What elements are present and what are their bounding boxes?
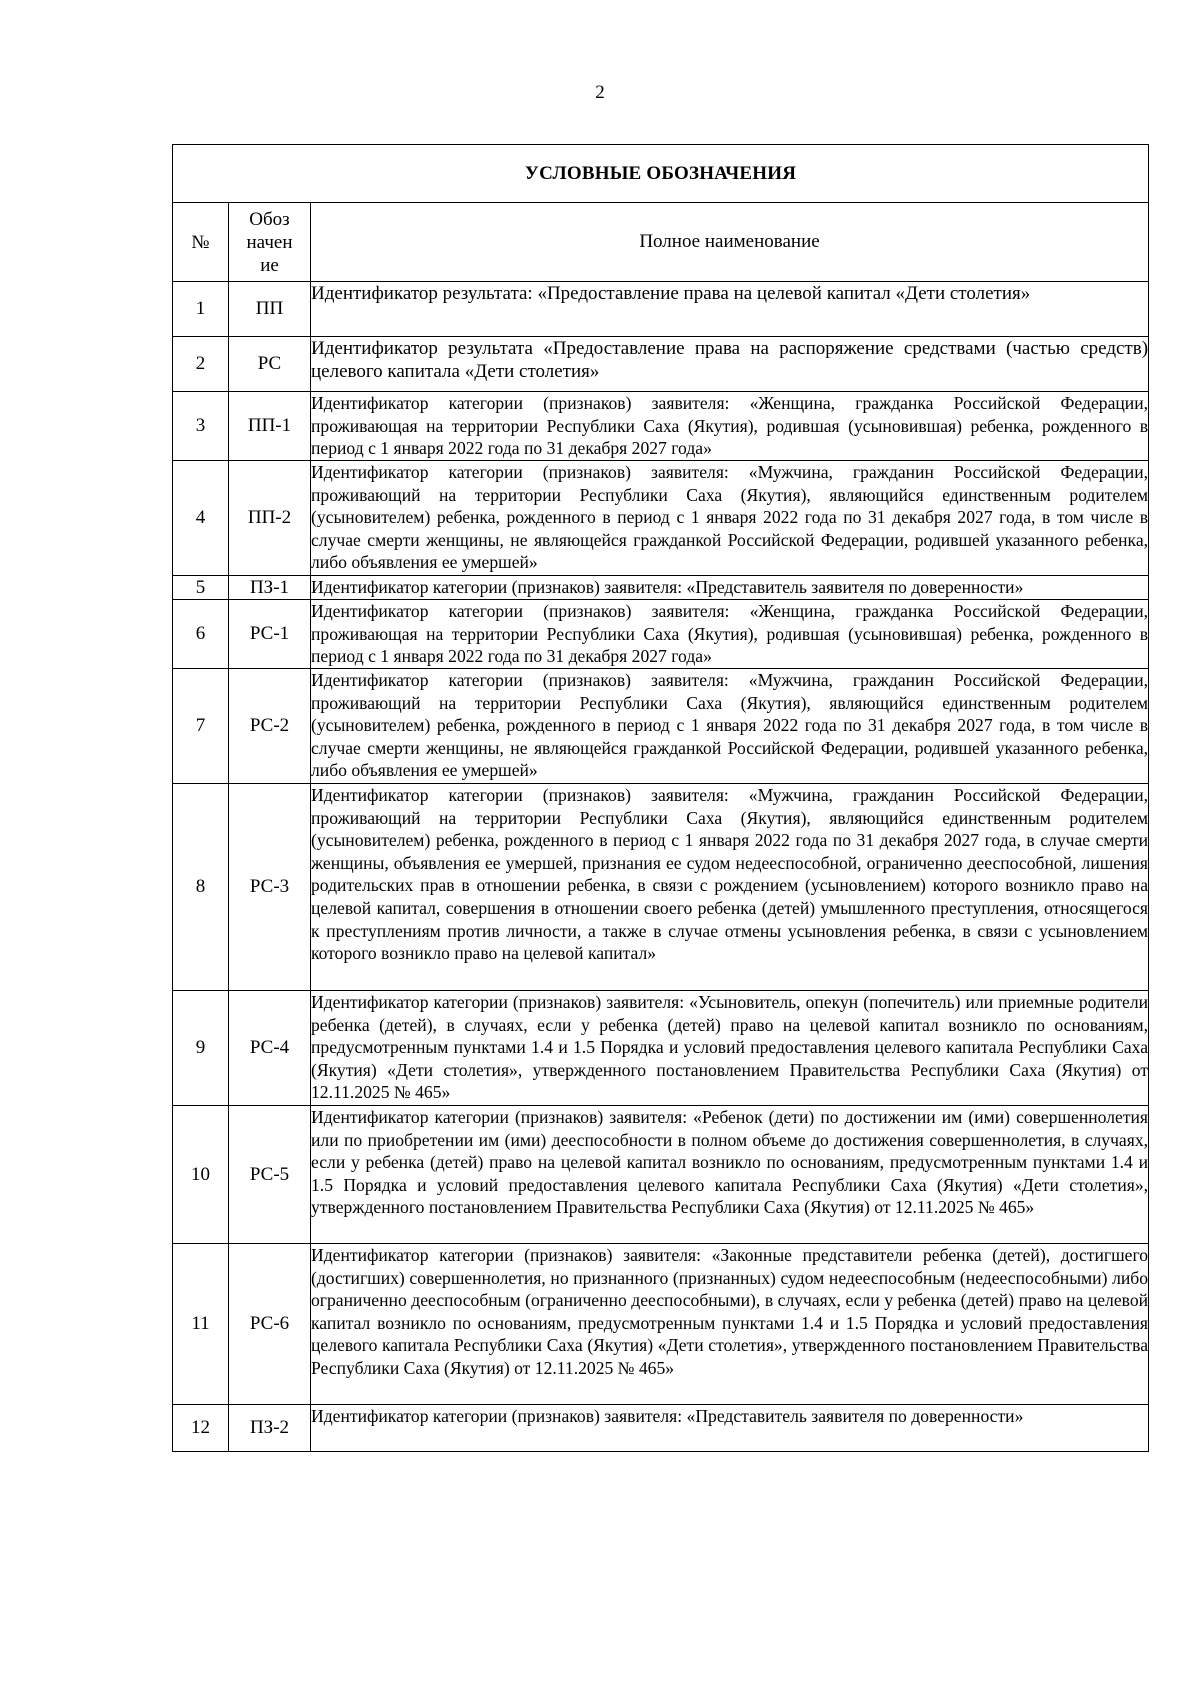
row-code: РС-5 bbox=[229, 1106, 311, 1244]
row-code: РС-4 bbox=[229, 991, 311, 1106]
table-row bbox=[173, 576, 1149, 600]
legend-table bbox=[172, 144, 1149, 1452]
row-number: 6 bbox=[173, 600, 229, 669]
table-title-row bbox=[173, 145, 1149, 203]
page-number: 2 bbox=[595, 82, 605, 103]
table-row bbox=[173, 392, 1149, 461]
row-code: ПЗ-2 bbox=[229, 1405, 311, 1452]
row-description: Идентификатор категории (признаков) заявителя: «Усыновитель, опекун (попечитель) или приемные родители ребенка (детей), в случаях, если у ребенка (детей) право на целевой капитал возникло по основаниям, предусмотренным пунктами 1.4 и 1.5 Порядка и условий предоставления целевого капитала Республики Саха (Якутия) «Дети столетия», утвержденного постановлением Правительства Республики Саха (Якутия) от 12.11.2025 № 465» bbox=[311, 991, 1149, 1106]
header-designation-text: Обоз начен ие bbox=[246, 208, 293, 276]
row-description: Идентификатор категории (признаков) заявителя: «Женщина, гражданка Российской Федерации, проживающая на территории Республики Саха (Якутия), родившая (усыновившая) ребенка, рожденного в период с 1 января 2022 года по 31 декабря 2027 года» bbox=[311, 600, 1149, 669]
header-number: № bbox=[173, 203, 229, 282]
row-description: Идентификатор категории (признаков) заявителя: «Представитель заявителя по доверенности» bbox=[311, 1405, 1149, 1452]
row-code: ПП bbox=[229, 282, 311, 337]
table-row bbox=[173, 784, 1149, 991]
row-description: Идентификатор результата «Предоставление права на распоряжение средствами (частью средств) целевого капитала «Дети столетия» bbox=[311, 337, 1149, 392]
table-row bbox=[173, 669, 1149, 784]
row-code: РС-1 bbox=[229, 600, 311, 669]
row-description: Идентификатор категории (признаков) заявителя: «Мужчина, гражданин Российской Федерации, проживающий на территории Республики Саха (Якутия), являющийся единственным родителем (усыновителем) ребенка, рожденного в период с 1 января 2022 года по 31 декабря 2027 года, в том числе в случае смерти женщины, не являющейся гражданкой Российской Федерации, родившей указанного ребенка, либо объявления ее умершей» bbox=[311, 461, 1149, 576]
table-row bbox=[173, 1244, 1149, 1405]
row-description: Идентификатор категории (признаков) заявителя: «Представитель заявителя по доверенности» bbox=[311, 576, 1149, 600]
row-description: Идентификатор категории (признаков) заявителя: «Ребенок (дети) по достижении им (ими) совершеннолетия или по приобретении им (ими) дееспособности в полном объеме до достижения совершеннолетия, в случаях, если у ребенка (детей) право на целевой капитал возникло по основаниям, предусмотренным пунктами 1.4 и 1.5 Порядка и условий предоставления целевого капитала Республики Саха (Якутия) «Дети столетия», утвержденного постановлением Правительства Республики Саха (Якутия) от 12.11.2025 № 465» bbox=[311, 1106, 1149, 1244]
row-number: 11 bbox=[173, 1244, 229, 1405]
table-row bbox=[173, 461, 1149, 576]
table-header-row bbox=[173, 203, 1149, 282]
row-code: ПП-1 bbox=[229, 392, 311, 461]
row-code: РС bbox=[229, 337, 311, 392]
row-number: 7 bbox=[173, 669, 229, 784]
row-code: РС-3 bbox=[229, 784, 311, 991]
row-number: 3 bbox=[173, 392, 229, 461]
row-description: Идентификатор категории (признаков) заявителя: «Женщина, гражданка Российской Федерации, проживающая на территории Республики Саха (Якутия), родившая (усыновившая) ребенка, рожденного в период с 1 января 2022 года по 31 декабря 2027 года» bbox=[311, 392, 1149, 461]
row-number: 2 bbox=[173, 337, 229, 392]
table-row bbox=[173, 991, 1149, 1106]
row-description: Идентификатор категории (признаков) заявителя: «Законные представители ребенка (детей), достигшего (достигших) совершеннолетия, но признанного (признанных) судом недееспособным (недееспособными) либо ограниченно дееспособным (ограниченно дееспособными), в случаях, если у ребенка (детей) право на целевой капитал возникло по основаниям, предусмотренным пунктами 1.4 и 1.5 Порядка и условий предоставления целевого капитала Республики Саха (Якутия) «Дети столетия», утвержденного постановлением Правительства Республики Саха (Якутия) от 12.11.2025 № 465» bbox=[311, 1244, 1149, 1405]
row-number: 1 bbox=[173, 282, 229, 337]
row-code: РС-2 bbox=[229, 669, 311, 784]
row-description: Идентификатор категории (признаков) заявителя: «Мужчина, гражданин Российской Федерации, проживающий на территории Республики Саха (Якутия), являющийся единственным родителем (усыновителем) ребенка, рожденного в период с 1 января 2022 года по 31 декабря 2027 года, в случае смерти женщины, объявления ее умершей, признания ее судом недееспособной, ограниченно дееспособной, лишения родительских прав в отношении ребенка, в связи с рождением (усыновлением) которого возникло право на целевой капитал, совершения в отношении своего ребенка (детей) умышленного преступления, относящегося к преступлениям против личности, а также в случае отмены усыновления ребенка, в связи с усыновлением которого возникло право на целевой капитал» bbox=[311, 784, 1149, 991]
row-description: Идентификатор категории (признаков) заявителя: «Мужчина, гражданин Российской Федерации, проживающий на территории Республики Саха (Якутия), являющийся единственным родителем (усыновителем) ребенка, рожденного в период с 1 января 2022 года по 31 декабря 2027 года, в том числе в случае смерти женщины, не являющейся гражданкой Российской Федерации, родившей указанного ребенка, либо объявления ее умершей» bbox=[311, 669, 1149, 784]
table-row bbox=[173, 282, 1149, 337]
table-row bbox=[173, 1405, 1149, 1452]
row-code: ПЗ-1 bbox=[229, 576, 311, 600]
table-row bbox=[173, 1106, 1149, 1244]
table-row bbox=[173, 337, 1149, 392]
row-number: 10 bbox=[173, 1106, 229, 1244]
header-designation bbox=[229, 203, 311, 282]
row-code: ПП-2 bbox=[229, 461, 311, 576]
row-number: 12 bbox=[173, 1405, 229, 1452]
table-title: УСЛОВНЫЕ ОБОЗНАЧЕНИЯ bbox=[173, 145, 1149, 203]
row-description: Идентификатор результата: «Предоставление права на целевой капитал «Дети столетия» bbox=[311, 282, 1149, 337]
row-number: 8 bbox=[173, 784, 229, 991]
table-row bbox=[173, 600, 1149, 669]
row-number: 5 bbox=[173, 576, 229, 600]
row-number: 9 bbox=[173, 991, 229, 1106]
header-full-name: Полное наименование bbox=[311, 203, 1149, 282]
row-number: 4 bbox=[173, 461, 229, 576]
row-code: РС-6 bbox=[229, 1244, 311, 1405]
